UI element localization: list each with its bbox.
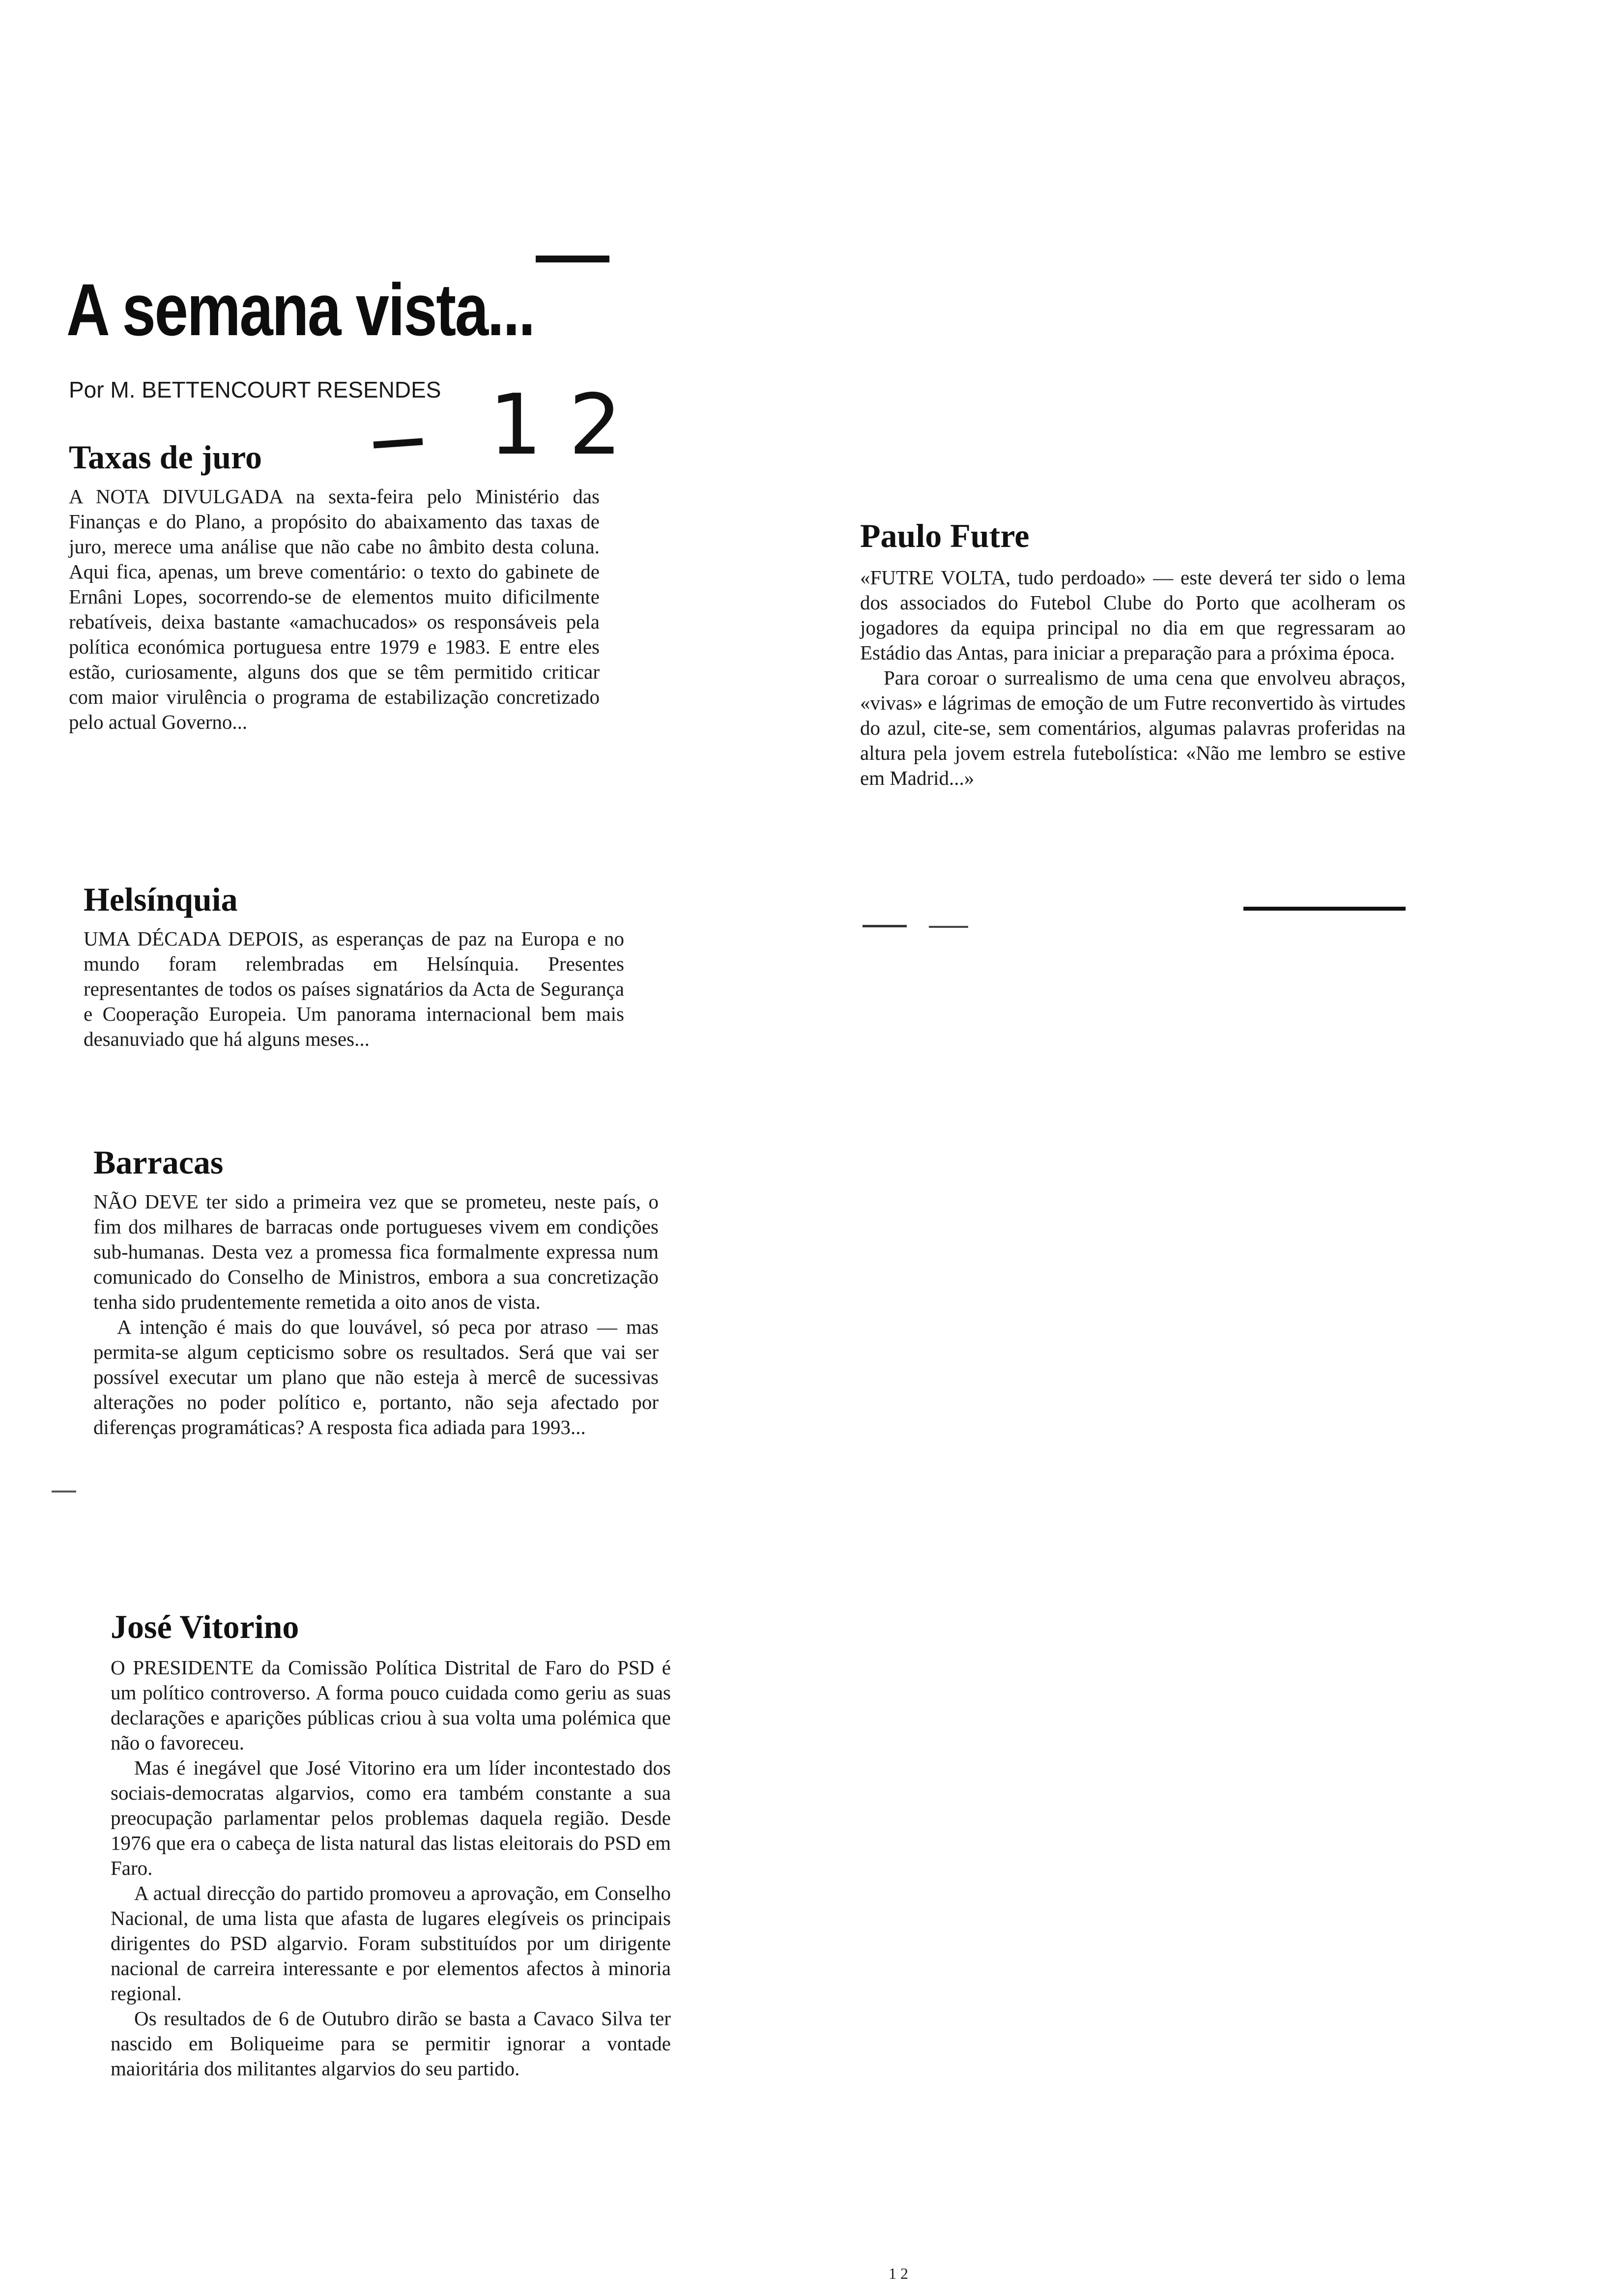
article-title-taxas-de-juro: Taxas de juro — [69, 438, 262, 476]
article-body-paulo-futre — [860, 565, 1406, 791]
article-body-taxas-de-juro — [69, 484, 600, 735]
handwritten-dash — [374, 438, 423, 449]
handwritten-page-number: 1 2 — [489, 376, 622, 474]
article-body-helsinquia — [84, 926, 624, 1052]
page-mark: 1 2 — [889, 2265, 908, 2282]
scan-mark — [52, 1491, 76, 1492]
article-paragraph: Mas é inegável que José Vitorino era um líder incontestado dos sociais-democratas algarvios, como era também constante a sua preocupação parlamentar pelos problemas daquela região. Desde 1976 que era o cabeça de lista natural das listas eleitorais do PSD em Faro. — [111, 1756, 671, 1879]
decorative-rule — [536, 256, 609, 262]
clipping-rule — [863, 925, 907, 927]
clipping-rule — [929, 926, 968, 928]
article-end-rule — [1243, 907, 1406, 911]
article-body-jose-vitorino — [111, 1655, 671, 2081]
article-paragraph: O PRESIDENTE da Comissão Política Distrital de Faro do PSD é um político controverso. A forma pouco cuidada como geriu as suas declarações e aparições públicas criou à sua volta uma polémica que não o favoreceu. — [111, 1656, 671, 1754]
article-paragraph: A NOTA DIVULGADA na sexta-feira pelo Ministério das Finanças e do Plano, a propósito do abaixamento das taxas de juro, merece uma análise que não cabe no âmbito desta coluna. Aqui fica, apenas, um breve comentário: o texto do gabinete de Ernâni Lopes, socorrendo-se de elementos muito dificilmente rebatíveis, deixa bastante «amachucados» os responsáveis pela política económica portuguesa entre 1979 e 1983. E entre eles estão, curiosamente, alguns dos que se têm permitido criticar com maior virulência o programa de estabilização concretizado pelo actual Governo... — [69, 485, 600, 733]
byline: Por M. BETTENCOURT RESENDES — [69, 377, 441, 402]
article-title-jose-vitorino: José Vitorino — [111, 1608, 299, 1645]
article-paragraph: «FUTRE VOLTA, tudo perdoado» — este deverá ter sido o lema dos associados do Futebol Clube do Porto que acolheram os jogadores da equipa principal no dia em que regressaram ao Estádio das Antas, para iniciar a preparação para a próxima época. — [860, 566, 1406, 664]
article-title-helsinquia: Helsínquia — [84, 881, 238, 918]
article-body-barracas — [93, 1189, 659, 1440]
article-title-barracas: Barracas — [93, 1144, 224, 1181]
article-paragraph: A intenção é mais do que louvável, só peca por atraso — mas permita-se algum cepticismo sobre os resultados. Será que vai ser possível executar um plano que não esteja à mercê de sucessivas alterações no poder político e, portanto, não seja afectado por diferenças programáticas? A resposta fica adiada para 1993... — [93, 1316, 659, 1438]
article-paragraph: A actual direcção do partido promoveu a aprovação, em Conselho Nacional, de uma lista que afasta de lugares elegíveis os principais dirigentes do PSD algarvio. Foram substituídos por um dirigente nacional de carreira interessante e por elementos afectos à minoria regional. — [111, 1882, 671, 2005]
article-title-paulo-futre: Paulo Futre — [860, 517, 1030, 554]
column-title: A semana vista... — [66, 268, 534, 351]
article-paragraph: Os resultados de 6 de Outubro dirão se basta a Cavaco Silva ter nascido em Boliqueime para se permitir ignorar a vontade maioritária dos militantes algarvios do seu partido. — [111, 2007, 671, 2080]
article-paragraph: Para coroar o surrealismo de uma cena que envolveu abraços, «vivas» e lágrimas de emoção de um Futre reconvertido às virtudes do azul, cite-se, sem comentários, algumas palavras proferidas na altura pela jovem estrela futebolística: «Não me lembro se estive em Madrid...» — [860, 666, 1406, 789]
article-paragraph: NÃO DEVE ter sido a primeira vez que se prometeu, neste país, o fim dos milhares de barracas onde portugueses vivem em condições sub-humanas. Desta vez a promessa fica formalmente expressa num comunicado do Conselho de Ministros, embora a sua concretização tenha sido prudentemente remetida a oito anos de vista. — [93, 1190, 659, 1313]
article-paragraph: UMA DÉCADA DEPOIS, as esperanças de paz na Europa e no mundo foram relembradas em Helsínquia. Presentes representantes de todos os países signatários da Acta de Segurança e Cooperação Europeia. Um panorama internacional bem mais desanuviado que há alguns meses... — [84, 927, 624, 1050]
